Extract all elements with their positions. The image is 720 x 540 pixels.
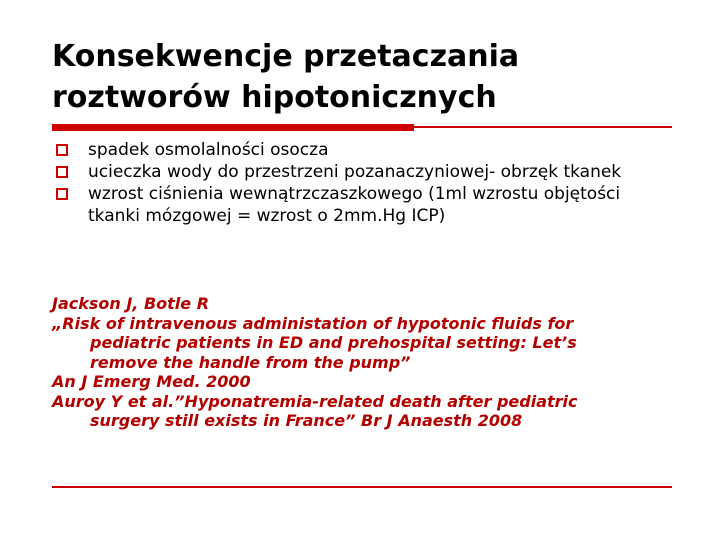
hollow-square-bullet-icon <box>56 166 68 178</box>
reference-line: „Risk of intravenous administation of hypotonic fluids for <box>52 313 574 333</box>
reference-line: Auroy Y et al.”Hyponatremia-related death after pediatric <box>52 391 578 411</box>
reference-line: pediatric patients in ED and prehospital setting: Let’s <box>90 333 577 352</box>
bullet-text: wzrost ciśnienia wewnątrzczaszkowego (1ml wzrostu objętości tkanki mózgowej = wzrost o 2mm.Hg ICP) <box>88 184 621 226</box>
hollow-square-bullet-icon <box>56 188 68 200</box>
slide-title <box>52 36 672 118</box>
title-line-1: Konsekwencje przetaczania <box>52 39 520 74</box>
bullet-item <box>54 183 664 227</box>
title-underline-thin <box>414 126 672 128</box>
bullet-text: spadek osmolalności osocza <box>88 140 329 160</box>
bullet-item <box>54 139 664 161</box>
reference-line: remove the handle from the pump” <box>90 352 411 372</box>
references-block <box>52 294 672 431</box>
footer-divider <box>52 486 672 488</box>
title-line-2: roztworów hipotonicznych <box>52 80 497 115</box>
reference-line: Jackson J, Botle R <box>52 294 210 313</box>
bullet-item <box>54 161 664 183</box>
reference-line: An J Emerg Med. 2000 <box>52 372 251 391</box>
bullet-text: ucieczka wody do przestrzeni pozanaczyniowej- obrzęk tkanek <box>88 162 622 182</box>
bullet-list <box>54 139 664 227</box>
reference-line: surgery still exists in France” Br J Anaesth 2008 <box>90 411 523 430</box>
hollow-square-bullet-icon <box>56 144 68 156</box>
title-underline-thick <box>52 124 414 131</box>
